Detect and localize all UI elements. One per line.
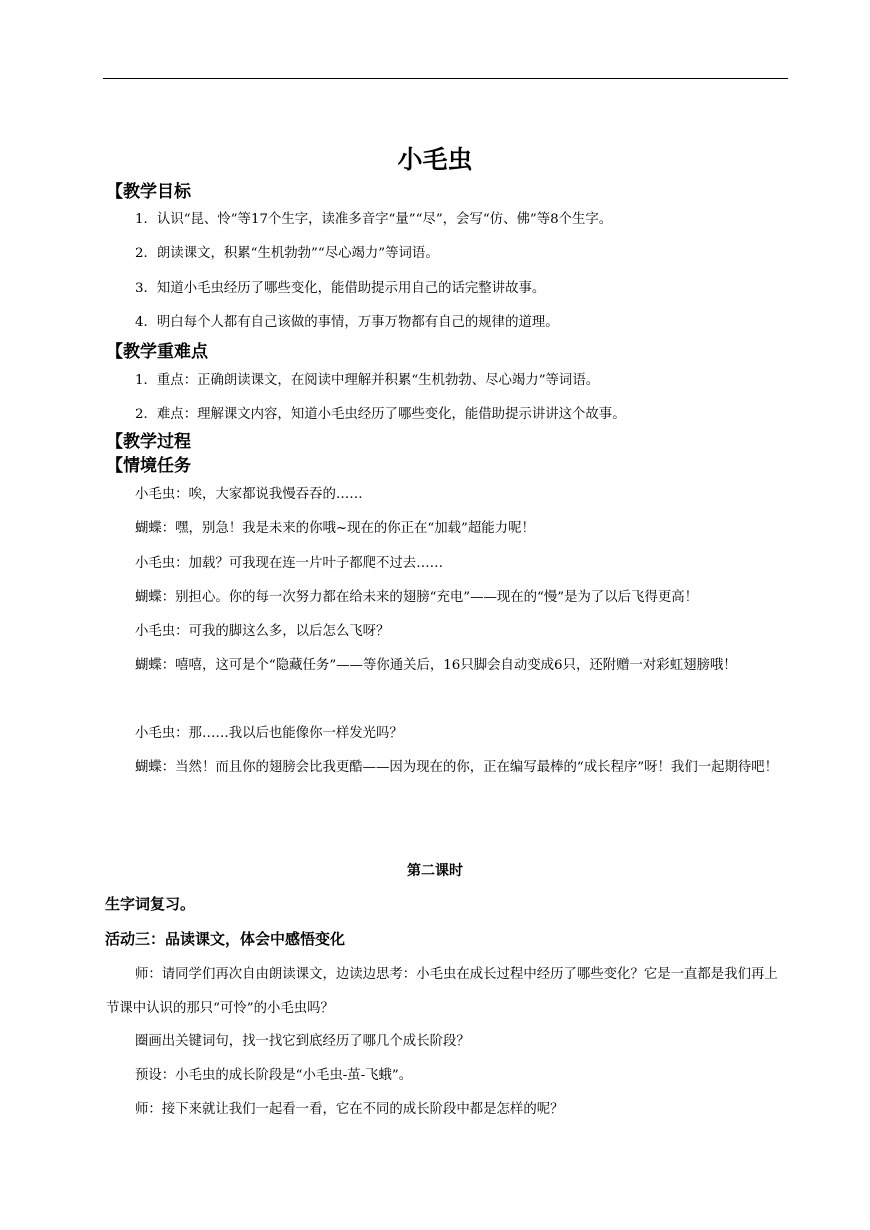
dialogue-line: 蝴蝶：别担心。你的每一次努力都在给未来的翅膀“充电”——现在的“慢”是为了以后飞得更高！ — [135, 590, 699, 605]
page-title: 小毛虫 — [397, 145, 473, 174]
goal-item: 2．朗读课文，积累“生机勃勃”“尽心竭力”等词语。 — [135, 246, 439, 261]
key-point-item: 1．重点：正确朗读课文，在阅读中理解并积累“生机勃勃、尽心竭力”等词语。 — [135, 373, 600, 388]
goal-item: 3．知道小毛虫经历了哪些变化，能借助提示用自己的话完整讲故事。 — [135, 281, 546, 296]
dialogue-line: 小毛虫：那……我以后也能像你一样发光吗？ — [135, 726, 403, 741]
process-heading: 【教学过程 — [106, 432, 191, 452]
dialogue-line: 小毛虫：唉，大家都说我慢吞吞的…… — [135, 487, 363, 502]
key-point-item: 2．难点：理解课文内容，知道小毛虫经历了哪些变化，能借助提示讲讲这个故事。 — [135, 407, 626, 422]
key-points-heading: 【教学重难点 — [106, 342, 208, 362]
dialogue-line: 蝴蝶：嘻嘻，这可是个“隐藏任务”——等你通关后，16只脚会自动变成6只，还附赠一对彩虹翅膀哦！ — [135, 658, 737, 673]
goal-item: 4．明白每个人都有自己该做的事情，万事万物都有自己的规律的道理。 — [135, 315, 559, 330]
activity-heading: 活动三：品读课文，体会中感悟变化 — [105, 930, 346, 948]
lesson-two-heading: 第二课时 — [407, 863, 463, 879]
dialogue-line: 蝴蝶：嘿，别急！我是未来的你哦~现在的你正在“加载”超能力呢！ — [135, 521, 535, 536]
review-line: 生字词复习。 — [105, 895, 196, 913]
dialogue-line: 蝴蝶：当然！而且你的翅膀会比我更酷——因为现在的你，正在编写最棒的“成长程序”呀！我们一起期待吧！ — [135, 760, 779, 775]
scenario-heading: 【情境任务 — [106, 456, 191, 476]
activity-line: 圈画出关键词句，找一找它到底经历了哪几个成长阶段？ — [135, 1034, 470, 1049]
activity-line: 预设：小毛虫的成长阶段是“小毛虫-茧-飞蛾”。 — [135, 1068, 413, 1083]
activity-line: 师：接下来就让我们一起看一看，它在不同的成长阶段中都是怎样的呢？ — [135, 1102, 564, 1117]
goal-item: 1．认识“昆、怜”等17个生字，读准多音字“量”“尽”，会写“仿、佛”等8个生字。 — [135, 212, 613, 227]
activity-line: 师：请同学们再次自由朗读课文，边读边思考：小毛虫在成长过程中经历了哪些变化？它是一直都是我们再上节课中认识的那只“可怜”的小毛虫吗？ — [106, 967, 778, 1016]
dialogue-line: 小毛虫：加载？可我现在连一片叶子都爬不过去…… — [135, 556, 443, 571]
header-rule — [103, 78, 788, 79]
dialogue-line: 小毛虫：可我的脚这么多，以后怎么飞呀？ — [135, 624, 390, 639]
goals-heading: 【教学目标 — [106, 182, 191, 202]
